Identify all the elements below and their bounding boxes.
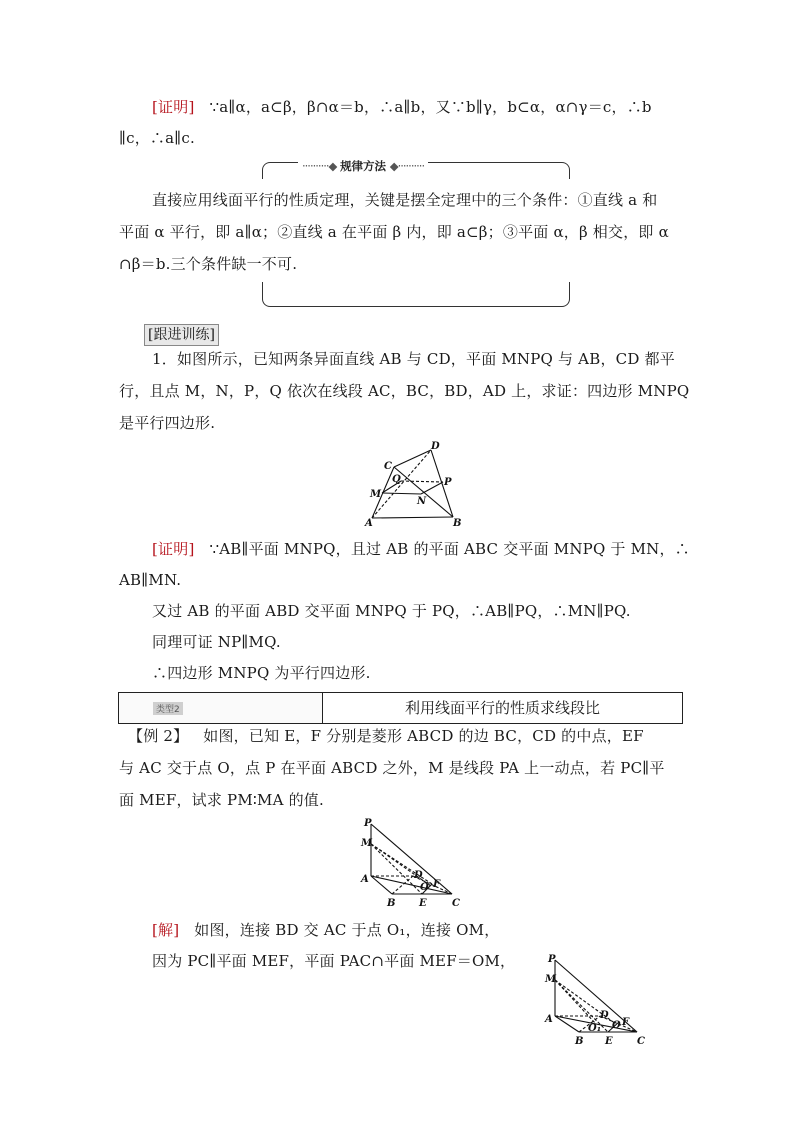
fig3-label-D: D xyxy=(600,1010,609,1021)
method-line2: 平面 α 平行，即 a∥α；②直线 a 在平面 β 内，即 a⊂β；③平面 α，β 相交，即 α xyxy=(119,223,669,241)
pyramid-figure-solution xyxy=(540,952,652,1048)
example2-line1 xyxy=(128,726,644,746)
proof2-line3: 又过 AB 的平面 ABD 交平面 MNPQ 于 PQ，∴AB∥PQ，∴MN∥PQ. xyxy=(152,602,631,620)
proof2-line5: ∴四边形 MNPQ 为平行四边形. xyxy=(152,664,371,682)
type-section-header xyxy=(118,692,683,724)
q1-line2: 行，且点 M，N，P，Q 依次在线段 AC，BC，BD，AD 上，求证：四边形 MNPQ xyxy=(119,382,690,400)
method-box-title: ··········◆ 规律方法 ◆·········· xyxy=(298,158,428,174)
fig3-label-B: B xyxy=(575,1036,584,1047)
solution-line2: 因为 PC∥平面 MEF，平面 PAC∩平面 MEF＝OM， xyxy=(152,952,516,970)
type-tag: 类型2 xyxy=(153,702,183,715)
solution-tag: [解] xyxy=(152,921,180,939)
fig2-label-M: M xyxy=(361,838,373,849)
proof-text: ∵a∥α，a⊂β，β∩α＝b，∴a∥b，又∵b∥γ，b⊂α，α∩γ＝c，∴b xyxy=(209,98,652,116)
proof2-tag: [证明] xyxy=(152,540,195,558)
fig2-label-C: C xyxy=(452,898,460,908)
example-tag: 【例 2】 xyxy=(128,727,189,745)
proof1-line1 xyxy=(152,97,652,117)
solution-line1 xyxy=(152,920,499,940)
label-C: C xyxy=(384,461,392,472)
q1-line3: 是平行四边形. xyxy=(119,414,216,432)
pyramid-figure xyxy=(356,816,466,908)
proof2-text: ∵AB∥平面 MNPQ，且过 AB 的平面 ABC 交平面 MNPQ 于 MN，∴ xyxy=(209,540,690,558)
fig3-label-O1: O₁ xyxy=(588,1023,602,1034)
fig2-label-D: D xyxy=(414,870,423,881)
fig3-label-A: A xyxy=(545,1014,553,1025)
method-line1: 直接应用线面平行的性质定理，关键是摆全定理中的三个条件：①直线 a 和 xyxy=(152,191,658,209)
fig2-label-P: P xyxy=(364,818,372,829)
q1-line1: 1．如图所示，已知两条异面直线 AB 与 CD，平面 MNPQ 与 AB，CD 都平 xyxy=(152,350,675,368)
type-tag-cell xyxy=(119,693,323,723)
example2-line3: 面 MEF，试求 PM∶MA 的值. xyxy=(119,791,324,809)
method-line3: ∩β＝b.三个条件缺一不可. xyxy=(119,255,298,273)
method-box-title-text: 规律方法 xyxy=(340,159,387,173)
example-text: 如图，已知 E，F 分别是菱形 ABCD 的边 BC，CD 的中点，EF xyxy=(203,727,644,745)
label-N: N xyxy=(417,496,427,507)
fig2-label-B: B xyxy=(387,898,396,908)
label-M: M xyxy=(370,489,382,500)
fig3-label-M: M xyxy=(545,974,557,985)
label-P: P xyxy=(444,477,452,488)
followup-label: [跟进训练] xyxy=(144,324,219,346)
proof2-line2: AB∥MN. xyxy=(119,571,182,589)
fig3-label-E: E xyxy=(605,1036,613,1047)
label-B: B xyxy=(453,518,462,529)
fig2-label-O: O xyxy=(420,882,429,893)
solution-text: 如图，连接 BD 交 AC 于点 O₁，连接 OM， xyxy=(194,921,500,939)
type-title: 利用线面平行的性质求线段比 xyxy=(404,699,600,717)
proof2-line4: 同理可证 NP∥MQ. xyxy=(152,633,281,651)
fig3-label-C: C xyxy=(637,1036,645,1047)
label-A: A xyxy=(365,518,373,529)
method-box-bottom-border xyxy=(262,282,570,307)
proof1-line2: ∥c，∴a∥c. xyxy=(119,129,195,147)
fig2-label-A: A xyxy=(361,874,369,885)
fig2-label-F: F xyxy=(433,879,441,890)
proof2-line1 xyxy=(152,539,690,559)
fig3-label-F: F xyxy=(622,1017,630,1028)
tetrahedron-figure xyxy=(360,438,470,530)
example2-line2: 与 AC 交于点 O，点 P 在平面 ABCD 之外，M 是线段 PA 上一动点，若 PC∥平 xyxy=(119,759,665,777)
fig2-label-E: E xyxy=(419,898,427,908)
fig3-label-O: O xyxy=(612,1020,621,1031)
label-Q: Q xyxy=(392,474,401,485)
fig3-label-P: P xyxy=(548,954,556,965)
proof-tag: [证明] xyxy=(152,98,195,116)
label-D: D xyxy=(431,441,440,452)
